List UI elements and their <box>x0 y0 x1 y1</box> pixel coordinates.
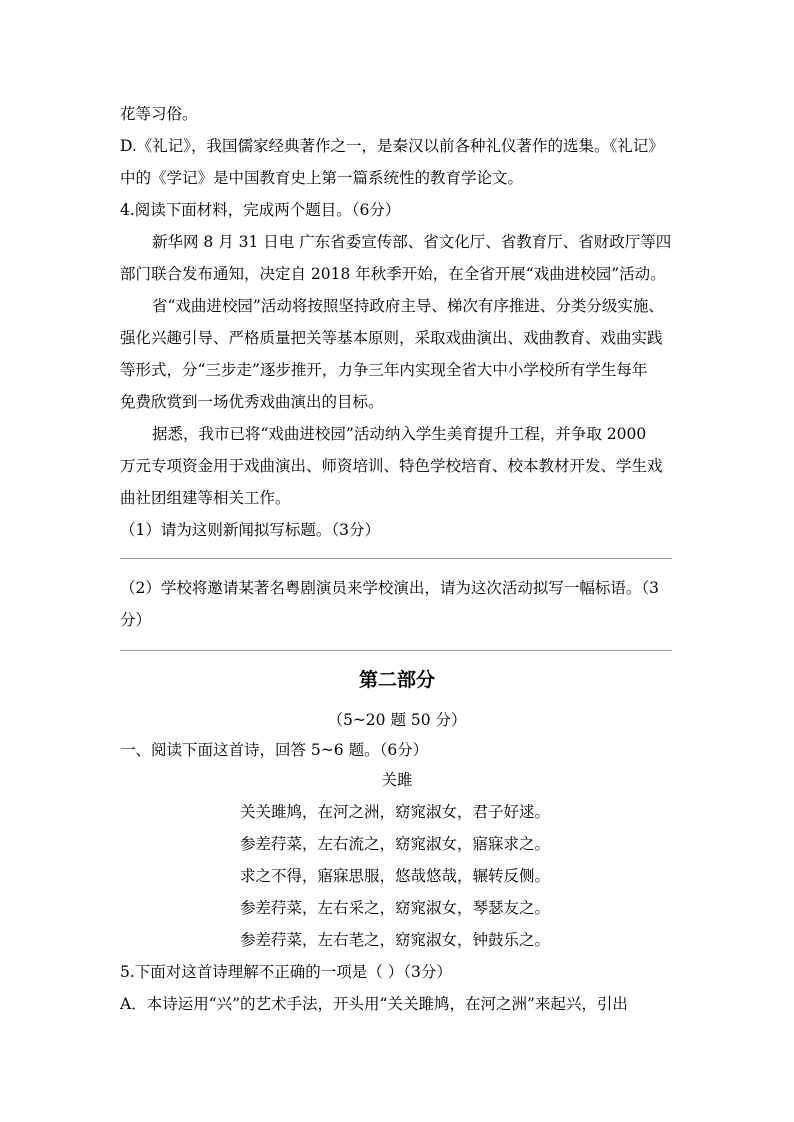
subquestion-2: （2）学校将邀请某著名粤剧演员来学校演出，请为这次活动拟写一幅标语。（3 <box>120 579 659 597</box>
part2-subtitle: （5~20 题 50 分） <box>327 711 467 729</box>
material-line: 免费欣赏到一场优秀戏曲演出的目标。 <box>120 393 384 411</box>
material-line: 部门联合发布通知，决定自 2018 年秋季开始，在全省开展“戏曲进校园”活动。 <box>120 265 666 283</box>
question-4: 4.阅读下面材料，完成两个题目。（6分） <box>120 201 401 219</box>
material-line: 据悉，我市已将“戏曲进校园”活动纳入学生美育提升工程，并争取 2000 <box>152 425 647 443</box>
subquestion-2-cont: 分） <box>120 611 152 629</box>
material-line: 等形式，分“三步走”逐步推开，力争三年内实现全省大中小学校所有学生每年 <box>120 361 648 379</box>
poem-line: 参差荇菜，左右流之，窈窕淑女，寤寐求之。 <box>240 835 551 853</box>
poem-line: 关关雎鸠，在河之洲，窈窕淑女，君子好逑。 <box>240 803 551 821</box>
option-a: A．本诗运用“兴”的艺术手法，开头用“关关雎鸠，在河之洲”来起兴，引出 <box>120 995 628 1013</box>
text-line: D.《礼记》，我国儒家经典著作之一，是秦汉以前各种礼仪著作的选集。《礼记》 <box>120 137 664 155</box>
text-line: 花等习俗。 <box>120 105 198 123</box>
material-line: 省“戏曲进校园”活动将按照坚持政府主导、梯次有序推进、分类分级实施、 <box>152 297 664 315</box>
material-line: 万元专项资金用于戏曲演出、师资培训、特色学校培育、校本教材开发、学生戏 <box>120 457 663 475</box>
part2-title: 第二部分 <box>358 669 435 691</box>
poem-line: 参差荇菜，左右采之，窈窕淑女，琴瑟友之。 <box>240 899 551 917</box>
section-1-heading: 一、阅读下面这首诗，回答 5~6 题。（6分） <box>120 741 429 759</box>
answer-line <box>120 558 672 559</box>
question-5: 5.下面对这首诗理解不正确的一项是（ ）（3分） <box>120 963 452 981</box>
subquestion-1: （1）请为这则新闻拟写标题。（3分） <box>120 521 380 539</box>
poem-line: 求之不得，寤寐思服，悠哉悠哉，辗转反侧。 <box>240 867 551 885</box>
text-line: 中的《学记》是中国教育史上第一篇系统性的教育学论文。 <box>120 169 524 187</box>
poem-title: 关雎 <box>381 771 413 789</box>
answer-line <box>120 650 672 651</box>
material-line: 新华网 8 月 31 日电 广东省委宣传部、省文化厅、省教育厅、省财政厅等四 <box>152 233 672 251</box>
material-line: 曲社团组建等相关工作。 <box>120 489 291 507</box>
poem-line: 参差荇菜，左右芼之，窈窕淑女，钟鼓乐之。 <box>240 931 551 949</box>
material-line: 强化兴趣引导、严格质量把关等基本原则，采取戏曲演出、戏曲教育、戏曲实践 <box>120 329 663 347</box>
